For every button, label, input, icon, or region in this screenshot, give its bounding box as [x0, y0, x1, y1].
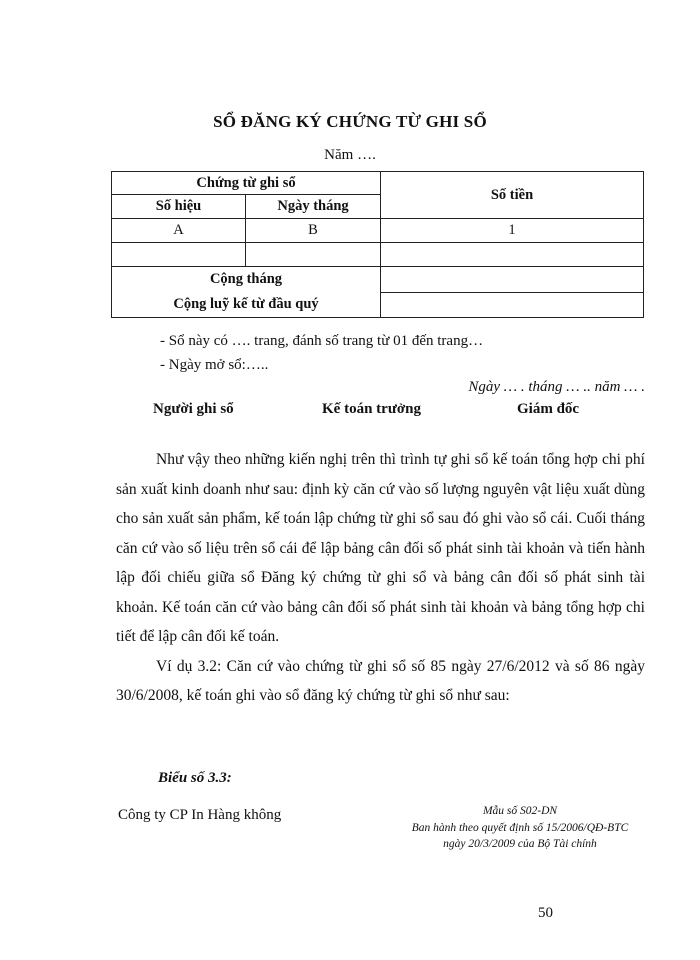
empty-cell: [246, 243, 381, 267]
form-number: Mẫu số S02-DN: [482, 805, 558, 817]
code-1: 1: [381, 219, 644, 243]
bieu-so-label: Biểu số 3.3:: [158, 770, 232, 786]
empty-cell: [112, 243, 246, 267]
body-text: [116, 445, 645, 711]
header-chung-tu: Chứng từ ghi sổ: [112, 172, 381, 195]
paragraph-example: Ví dụ 3.2: Căn cứ vào chứng từ ghi sổ số 85 ngày 27/6/2012 và số 86 ngày 30/6/2008, kế toán ghi vào sổ đăng ký chứng từ ghi sổ như sau:: [116, 657, 645, 704]
document-title: SỔ ĐĂNG KÝ CHỨNG TỪ GHI SỔ: [213, 112, 487, 131]
paragraph-procedure: Như vậy theo những kiến nghị trên thì trình tự ghi sổ kế toán tổng hợp chi phí sản xuất kinh doanh như sau: định kỳ căn cứ vào số lượng nguyên vật liệu xuất dùng cho sản xuất sản phẩm, kế toán lập chứng từ ghi sổ sau đó ghi vào sổ cái. Cuối tháng căn cứ vào số liệu trên sổ cái để lập bảng cân đối số phát sinh tài khoản và tiến hành lập đối chiếu giữa sổ Đăng ký chứng từ ghi sổ và bảng cân đối số phát sinh tài khoản. Kế toán căn cứ vào bảng cân đối số phát sinh tài khoản và bảng tổng hợp chi tiết để lập cân đối kế toán.: [116, 451, 645, 645]
form-date: ngày 20/3/2009 của Bộ Tài chính: [443, 838, 597, 850]
year-line: Năm ….: [324, 147, 376, 163]
table-code-row: [112, 219, 644, 243]
note-open-date: - Ngày mở sổ:…..: [160, 357, 269, 373]
header-ngay-thang: Ngày tháng: [246, 195, 381, 219]
signature-director: Giám đốc: [517, 401, 580, 417]
signature-preparer: Người ghi sổ: [153, 401, 234, 417]
table-row: [112, 243, 644, 267]
table-header-row: [112, 172, 644, 195]
signature-chief-accountant: Kế toán trưởng: [322, 401, 421, 417]
total-month-value: [381, 267, 644, 293]
ledger-table: [111, 171, 644, 318]
total-cumulative-label: Cộng luỹ kế từ đầu quý: [173, 296, 319, 312]
page-number: 50: [538, 905, 553, 921]
date-line: Ngày … . tháng … .. năm … .: [468, 379, 645, 395]
form-info: [350, 803, 690, 853]
header-so-hieu: Số hiệu: [112, 195, 246, 219]
form-decision: Ban hành theo quyết định số 15/2006/QĐ-BTC: [411, 821, 629, 834]
total-month-label: Cộng tháng: [209, 271, 283, 287]
empty-cell: [381, 243, 644, 267]
code-a: A: [112, 219, 246, 243]
company-name: Công ty CP In Hàng không: [118, 807, 282, 823]
header-so-tien: Số tiền: [381, 172, 644, 219]
note-pages: - Sổ này có …. trang, đánh số trang từ 01 đến trang…: [160, 333, 484, 349]
totals-label-cell: [112, 267, 381, 318]
code-b: B: [246, 219, 381, 243]
total-cumulative-value: [381, 292, 644, 318]
table-total-month-row: [112, 267, 644, 293]
